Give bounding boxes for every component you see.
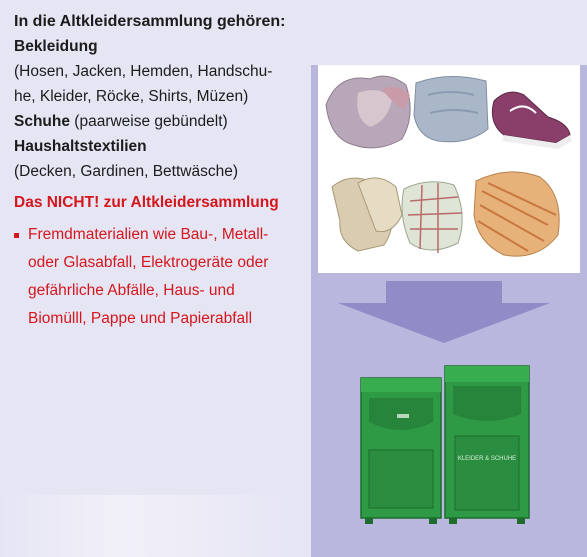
clothes-photo [318,65,580,273]
clothing-container-icon [357,364,533,531]
not-line-3: gefährliche Abfälle, Haus- und [28,282,235,299]
heading: In die Altkleidersammlung gehören: [14,13,286,30]
clothing-line-2: he, Kleider, Röcke, Shirts, Müzen) [14,88,249,105]
not-line-4: Biomülll, Pappe und Papierabfall [28,310,253,327]
container-label: KLEIDER & SCHUHE [457,456,517,462]
shoes-title: Schuhe [14,113,70,130]
down-arrow-icon [338,281,550,350]
bottom-fade [0,495,300,557]
household-line: (Decken, Gardinen, Bettwäsche) [14,163,238,180]
not-line-2: oder Glasabfall, Elektrogeräte oder [28,254,269,271]
not-list [14,221,306,333]
household-title: Haushaltstextilien [14,138,147,155]
clothing-line-1: (Hosen, Jacken, Hemden, Handschu- [14,63,273,80]
not-list-item [14,221,306,333]
bullet-icon [14,233,19,238]
shoes-note: (paarweise gebündelt) [69,113,228,130]
clothing-title: Bekleidung [14,38,98,55]
clothes-illustration [318,65,580,273]
text-column [14,9,306,333]
shoes-row [14,109,306,134]
not-line-1: Fremdmaterialien wie Bau-, Metall- [28,226,269,243]
not-title: Das NICHT! zur Altkleidersammlung [14,194,279,211]
